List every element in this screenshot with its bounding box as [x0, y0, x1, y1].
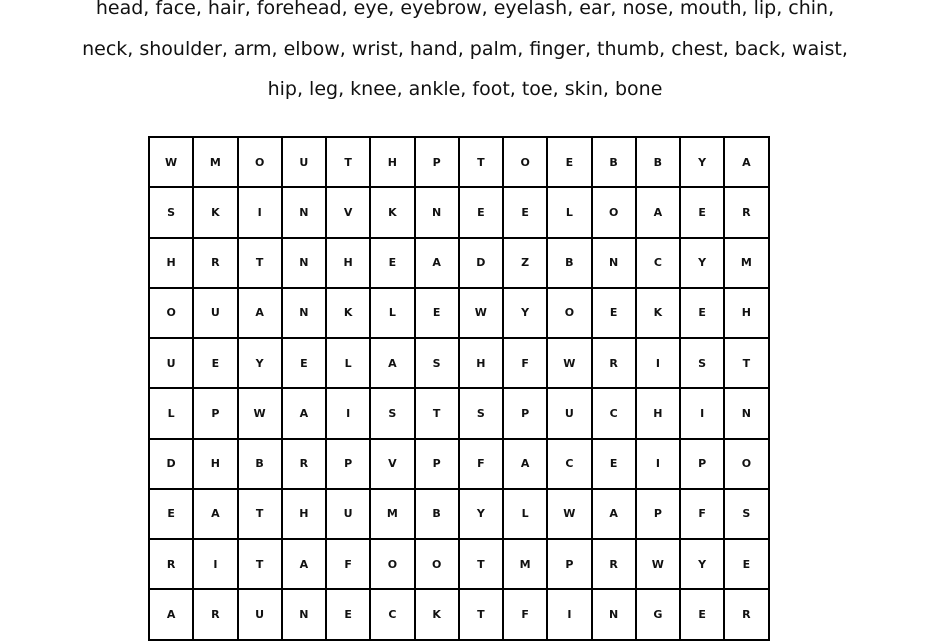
grid-cell[interactable]: R	[724, 187, 768, 237]
grid-cell[interactable]: E	[503, 187, 547, 237]
grid-row	[149, 238, 769, 288]
grid-cell[interactable]: I	[680, 388, 724, 438]
grid-cell[interactable]: Y	[680, 539, 724, 589]
grid-cell[interactable]: T	[238, 489, 282, 539]
grid-cell[interactable]: E	[459, 187, 503, 237]
grid-cell[interactable]: M	[370, 489, 414, 539]
grid-cell[interactable]: D	[459, 238, 503, 288]
grid-cell[interactable]: W	[238, 388, 282, 438]
grid-cell[interactable]: T	[459, 589, 503, 639]
grid-row	[149, 338, 769, 388]
grid-cell[interactable]: E	[547, 137, 591, 187]
grid-cell[interactable]: O	[238, 137, 282, 187]
grid-row	[149, 137, 769, 187]
grid-cell[interactable]: A	[238, 288, 282, 338]
grid-cell[interactable]: F	[503, 338, 547, 388]
grid-cell[interactable]: E	[370, 238, 414, 288]
grid-cell[interactable]: V	[326, 187, 370, 237]
grid-cell[interactable]: D	[149, 439, 193, 489]
grid-cell[interactable]: E	[592, 288, 636, 338]
grid-cell[interactable]: L	[547, 187, 591, 237]
grid-cell[interactable]: H	[724, 288, 768, 338]
grid-cell[interactable]: L	[503, 489, 547, 539]
grid-cell[interactable]: P	[193, 388, 237, 438]
grid-cell[interactable]: H	[370, 137, 414, 187]
grid-cell[interactable]: T	[326, 137, 370, 187]
grid-cell[interactable]: O	[149, 288, 193, 338]
grid-cell[interactable]: E	[592, 439, 636, 489]
grid-cell[interactable]: K	[370, 187, 414, 237]
grid-cell[interactable]: V	[370, 439, 414, 489]
grid-cell[interactable]: H	[282, 489, 326, 539]
grid-cell[interactable]: N	[282, 288, 326, 338]
grid-cell[interactable]: K	[326, 288, 370, 338]
grid-cell[interactable]: H	[636, 388, 680, 438]
grid-cell[interactable]: C	[592, 388, 636, 438]
grid-cell[interactable]: B	[547, 238, 591, 288]
grid-cell[interactable]: R	[193, 589, 237, 639]
word-list-line: neck, shoulder, arm, elbow, wrist, hand, palm, finger, thumb, chest, back, waist,	[82, 37, 848, 60]
grid-cell[interactable]: P	[547, 539, 591, 589]
word-list	[0, 0, 930, 110]
grid-cell[interactable]: I	[238, 187, 282, 237]
grid-cell[interactable]: Y	[680, 137, 724, 187]
grid-cell[interactable]: P	[680, 439, 724, 489]
grid-cell[interactable]: A	[149, 589, 193, 639]
grid-cell[interactable]: T	[459, 539, 503, 589]
grid-cell[interactable]: P	[636, 489, 680, 539]
grid-cell[interactable]: E	[193, 338, 237, 388]
grid-cell[interactable]: F	[326, 539, 370, 589]
grid-cell[interactable]: O	[503, 137, 547, 187]
grid-cell[interactable]: O	[592, 187, 636, 237]
grid-cell[interactable]: W	[547, 338, 591, 388]
grid-row	[149, 288, 769, 338]
grid-cell[interactable]: M	[193, 137, 237, 187]
grid-cell[interactable]: Y	[459, 489, 503, 539]
grid-cell[interactable]: M	[503, 539, 547, 589]
grid-cell[interactable]: B	[636, 137, 680, 187]
grid-cell[interactable]: A	[193, 489, 237, 539]
grid-cell[interactable]: Z	[503, 238, 547, 288]
grid-cell[interactable]: H	[193, 439, 237, 489]
grid-cell[interactable]: E	[149, 489, 193, 539]
grid-cell[interactable]: A	[415, 238, 459, 288]
grid-cell[interactable]: A	[282, 388, 326, 438]
grid-cell[interactable]: N	[282, 589, 326, 639]
grid-cell[interactable]: A	[724, 137, 768, 187]
grid-cell[interactable]: H	[326, 238, 370, 288]
grid-cell[interactable]: A	[282, 539, 326, 589]
grid-cell[interactable]: I	[326, 388, 370, 438]
grid-row	[149, 589, 769, 639]
grid-cell[interactable]: O	[547, 288, 591, 338]
grid-cell[interactable]: P	[415, 137, 459, 187]
grid-cell[interactable]: U	[326, 489, 370, 539]
word-search-grid	[148, 136, 770, 641]
grid-cell[interactable]: K	[636, 288, 680, 338]
grid-cell[interactable]: T	[238, 539, 282, 589]
grid-cell[interactable]: I	[636, 338, 680, 388]
grid-cell[interactable]: W	[636, 539, 680, 589]
grid-cell[interactable]: G	[636, 589, 680, 639]
grid-cell[interactable]: Y	[238, 338, 282, 388]
grid-cell[interactable]: S	[415, 338, 459, 388]
grid-cell[interactable]: P	[326, 439, 370, 489]
grid-cell[interactable]: U	[547, 388, 591, 438]
grid-cell[interactable]: U	[238, 589, 282, 639]
grid-cell[interactable]: A	[370, 338, 414, 388]
grid-cell[interactable]: A	[503, 439, 547, 489]
grid-row	[149, 439, 769, 489]
grid-cell[interactable]: W	[149, 137, 193, 187]
grid-cell[interactable]: E	[282, 338, 326, 388]
grid-cell[interactable]: C	[370, 589, 414, 639]
grid-cell[interactable]: N	[282, 187, 326, 237]
grid-row	[149, 388, 769, 438]
grid-cell[interactable]: L	[149, 388, 193, 438]
grid-cell[interactable]: T	[238, 238, 282, 288]
grid-cell[interactable]: S	[680, 338, 724, 388]
grid-cell[interactable]: B	[238, 439, 282, 489]
grid-cell[interactable]: L	[326, 338, 370, 388]
grid-cell[interactable]: E	[415, 288, 459, 338]
grid-cell[interactable]: C	[547, 439, 591, 489]
grid-cell[interactable]: O	[415, 539, 459, 589]
grid-cell[interactable]: W	[459, 288, 503, 338]
grid-row	[149, 187, 769, 237]
grid-cell[interactable]: S	[370, 388, 414, 438]
grid-cell[interactable]: W	[547, 489, 591, 539]
word-list-line: head, face, hair, forehead, eye, eyebrow, eyelash, ear, nose, mouth, lip, chin,	[95, 0, 835, 19]
grid-cell[interactable]: B	[592, 137, 636, 187]
grid-cell[interactable]: N	[724, 388, 768, 438]
grid-cell[interactable]: N	[592, 589, 636, 639]
grid-cell[interactable]: K	[193, 187, 237, 237]
grid-cell[interactable]: F	[680, 489, 724, 539]
grid-cell[interactable]: E	[724, 539, 768, 589]
grid-cell[interactable]: T	[415, 388, 459, 438]
grid-cell[interactable]: N	[592, 238, 636, 288]
grid-cell[interactable]: S	[459, 388, 503, 438]
grid-cell[interactable]: F	[459, 439, 503, 489]
grid-cell[interactable]: H	[149, 238, 193, 288]
grid-cell[interactable]: E	[680, 589, 724, 639]
grid-cell[interactable]: R	[149, 539, 193, 589]
grid-cell[interactable]: P	[415, 439, 459, 489]
grid-cell[interactable]: U	[282, 137, 326, 187]
grid-cell[interactable]: Y	[503, 288, 547, 338]
grid-cell[interactable]: E	[326, 589, 370, 639]
grid-cell[interactable]: R	[193, 238, 237, 288]
grid-row	[149, 539, 769, 589]
grid-cell[interactable]: R	[592, 338, 636, 388]
grid-cell[interactable]: F	[503, 589, 547, 639]
grid-cell[interactable]: P	[503, 388, 547, 438]
grid-cell[interactable]: N	[415, 187, 459, 237]
grid-cell[interactable]: I	[193, 539, 237, 589]
grid-cell[interactable]: E	[680, 187, 724, 237]
grid-cell[interactable]: N	[282, 238, 326, 288]
grid-cell[interactable]: R	[282, 439, 326, 489]
grid-cell[interactable]: M	[724, 238, 768, 288]
grid-cell[interactable]: E	[680, 288, 724, 338]
grid-row	[149, 489, 769, 539]
grid-cell[interactable]: T	[459, 137, 503, 187]
grid-cell[interactable]: O	[370, 539, 414, 589]
word-list-line: hip, leg, knee, ankle, foot, toe, skin, bone	[267, 78, 663, 100]
grid-cell[interactable]: R	[592, 539, 636, 589]
grid-cell[interactable]: S	[724, 489, 768, 539]
grid-cell[interactable]: B	[415, 489, 459, 539]
grid-cell[interactable]: R	[724, 589, 768, 639]
grid-cell[interactable]: I	[547, 589, 591, 639]
grid-cell[interactable]: I	[636, 439, 680, 489]
grid-cell[interactable]: H	[459, 338, 503, 388]
grid-cell[interactable]: C	[636, 238, 680, 288]
grid-cell[interactable]: U	[149, 338, 193, 388]
grid-cell[interactable]: A	[636, 187, 680, 237]
grid-cell[interactable]: O	[724, 439, 768, 489]
grid-cell[interactable]: S	[149, 187, 193, 237]
grid-cell[interactable]: L	[370, 288, 414, 338]
grid-cell[interactable]: Y	[680, 238, 724, 288]
grid-cell[interactable]: U	[193, 288, 237, 338]
grid-cell[interactable]: K	[415, 589, 459, 639]
grid-cell[interactable]: A	[592, 489, 636, 539]
grid-cell[interactable]: T	[724, 338, 768, 388]
